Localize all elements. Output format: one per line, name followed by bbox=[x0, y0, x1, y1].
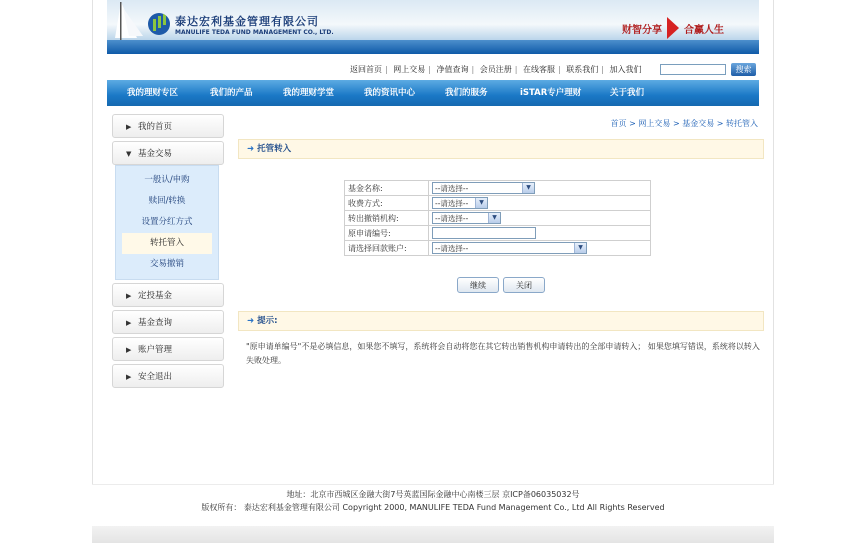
top-link-nav-query[interactable]: 净值查询 bbox=[436, 65, 469, 74]
arrow-right-icon: ▶ bbox=[126, 346, 132, 354]
arrow-right-icon: ▶ bbox=[126, 292, 132, 300]
nav-about[interactable]: 关于我们 bbox=[610, 88, 645, 98]
fund-name-select[interactable] bbox=[432, 182, 535, 194]
apply-no-label: 原申请编号: bbox=[345, 226, 429, 241]
separator: | bbox=[428, 65, 431, 74]
sidebar-item-label: 基金查询 bbox=[138, 318, 173, 328]
fee-select[interactable] bbox=[432, 197, 488, 209]
top-link-register[interactable]: 会员注册 bbox=[479, 65, 512, 74]
continue-button[interactable]: 继续 bbox=[457, 277, 499, 293]
nav-services[interactable]: 我们的服务 bbox=[445, 88, 488, 98]
company-logo[interactable] bbox=[148, 10, 334, 38]
banner-sea bbox=[107, 40, 759, 54]
breadcrumb-online-trade[interactable]: 网上交易 bbox=[638, 119, 671, 128]
chevron-down-icon: ▼ bbox=[475, 198, 487, 208]
nav-my-finance[interactable]: 我的理财专区 bbox=[127, 88, 179, 98]
account-label: 请选择回款账户: bbox=[345, 241, 429, 256]
org-label: 转出撤销机构: bbox=[345, 211, 429, 226]
footer-address: 地址：北京市西城区金融大街7号英蓝国际金融中心南楼三层 京ICP备06035032号 bbox=[286, 490, 580, 499]
separator: | bbox=[514, 65, 518, 74]
top-link-contact[interactable]: 联系我们 bbox=[566, 65, 599, 74]
logo-english-name: MANULIFE TEDA FUND MANAGEMENT CO., LTD. bbox=[175, 28, 334, 36]
top-link-join[interactable]: 加入我们 bbox=[609, 65, 642, 74]
separator: | bbox=[385, 65, 388, 74]
form-cell bbox=[429, 226, 651, 241]
nav-finance-school[interactable]: 我的理财学堂 bbox=[283, 88, 335, 98]
main-nav bbox=[107, 80, 759, 106]
arrow-down-icon: ▼ bbox=[126, 150, 132, 158]
chevron-right-icon bbox=[667, 17, 679, 39]
chevron-down-icon: ▼ bbox=[574, 243, 586, 253]
footer-strip bbox=[92, 526, 774, 543]
sidebar-item-label: 我的首页 bbox=[138, 122, 173, 132]
sidebar-sub-redeem[interactable]: 赎回/转换 bbox=[148, 196, 186, 206]
nav-products[interactable]: 我们的产品 bbox=[210, 88, 253, 98]
sidebar-item-query[interactable] bbox=[112, 310, 224, 334]
breadcrumb-sep: > bbox=[672, 119, 680, 128]
sidebar-sub-cancel[interactable]: 交易撤销 bbox=[149, 259, 184, 269]
footer-copyright: 版权所有： 泰达宏利基金管理有限公司 Copyright 2000, MANULIFE TEDA Fund Management Co., Ltd All Rights Reserved bbox=[201, 503, 665, 512]
sidebar-item-account[interactable] bbox=[112, 337, 224, 361]
sidebar-item-label: 基金交易 bbox=[138, 149, 173, 159]
account-select[interactable] bbox=[432, 242, 587, 254]
sidebar-subpanel bbox=[115, 165, 219, 280]
sidebar-item-home[interactable] bbox=[112, 114, 224, 138]
fee-label: 收费方式: bbox=[345, 196, 429, 211]
sidebar-item-logout[interactable] bbox=[112, 364, 224, 388]
sidebar-item-label: 定投基金 bbox=[138, 291, 173, 301]
nav-istar[interactable]: iSTAR专户理财 bbox=[520, 88, 582, 98]
top-link-online-service[interactable]: 在线客服 bbox=[523, 65, 555, 74]
section-title-bar bbox=[238, 139, 764, 159]
top-link-online-trade[interactable]: 网上交易 bbox=[393, 65, 426, 74]
form-row bbox=[345, 226, 651, 241]
separator: | bbox=[471, 65, 475, 74]
separator: | bbox=[558, 65, 561, 74]
form-row bbox=[345, 181, 651, 196]
logo-chinese-name: 泰达宏利基金管理有限公司 bbox=[175, 14, 319, 28]
sidebar-item-label: 账户管理 bbox=[138, 345, 173, 355]
slogan bbox=[622, 17, 724, 39]
breadcrumb-home[interactable]: 首页 bbox=[610, 119, 627, 128]
form-cell bbox=[429, 241, 651, 256]
form-cell bbox=[429, 181, 651, 196]
apply-no-input[interactable] bbox=[432, 227, 536, 239]
transfer-form bbox=[344, 180, 651, 256]
top-links bbox=[350, 64, 642, 75]
org-select-value: --请选择-- bbox=[435, 214, 469, 223]
fund-name-select-value: --请选择-- bbox=[435, 184, 469, 193]
search-button[interactable]: 搜索 bbox=[731, 63, 756, 76]
breadcrumb bbox=[611, 118, 758, 129]
fund-name-label: 基金名称: bbox=[345, 181, 429, 196]
breadcrumb-sep: > bbox=[629, 119, 636, 128]
fee-select-value: --请选择-- bbox=[435, 199, 469, 208]
org-select[interactable] bbox=[432, 212, 501, 224]
form-row bbox=[345, 241, 651, 256]
breadcrumb-fund-trade[interactable]: 基金交易 bbox=[682, 119, 715, 128]
form-row bbox=[345, 211, 651, 226]
breadcrumb-current: 转托管入 bbox=[726, 119, 758, 128]
breadcrumb-sep: > bbox=[716, 119, 724, 128]
arrow-right-icon: ▶ bbox=[126, 319, 132, 327]
arrow-right-icon: ▶ bbox=[126, 373, 132, 381]
hint-title-bar bbox=[238, 311, 764, 331]
top-link-home[interactable]: 返回首页 bbox=[350, 65, 382, 74]
sidebar-sub-subscribe[interactable]: 一般认/申购 bbox=[144, 175, 190, 185]
form-row bbox=[345, 196, 651, 211]
logo-icon bbox=[148, 13, 170, 35]
sidebar-sub-dividend[interactable]: 设置分红方式 bbox=[141, 217, 193, 227]
separator: | bbox=[601, 65, 604, 74]
close-button[interactable]: 关闭 bbox=[503, 277, 545, 293]
arrow-right-icon: ▶ bbox=[126, 123, 132, 131]
form-cell bbox=[429, 196, 651, 211]
slogan-left: 财智分享 bbox=[622, 24, 662, 36]
sidebar-item-label: 安全退出 bbox=[138, 372, 173, 382]
sidebar bbox=[112, 114, 224, 391]
chevron-down-icon: ▼ bbox=[522, 183, 534, 193]
nav-news-center[interactable]: 我的资讯中心 bbox=[364, 88, 416, 98]
sidebar-item-fund-trade[interactable] bbox=[112, 141, 224, 165]
search-input[interactable] bbox=[660, 64, 726, 75]
arrow-right-icon: ➜ bbox=[247, 144, 255, 154]
account-select-value: --请选择-- bbox=[435, 244, 469, 253]
sidebar-sub-transfer-in[interactable]: 转托管入 bbox=[122, 233, 212, 254]
footer bbox=[92, 484, 774, 527]
sidebar-item-regular[interactable] bbox=[112, 283, 224, 307]
hint-title: 提示: bbox=[257, 316, 278, 326]
form-cell bbox=[429, 211, 651, 226]
chevron-down-icon: ▼ bbox=[488, 213, 500, 223]
section-title: 托管转入 bbox=[257, 144, 292, 154]
slogan-right: 合赢人生 bbox=[684, 24, 724, 36]
hint-text: "原申请单编号"不是必填信息，如果您不填写，系统将会自动将您在其它转出销售机构申请转出的全部申请转入； 如果您填写错误，系统将以转入失败处理。 bbox=[246, 342, 760, 365]
arrow-right-icon: ➜ bbox=[247, 316, 255, 326]
